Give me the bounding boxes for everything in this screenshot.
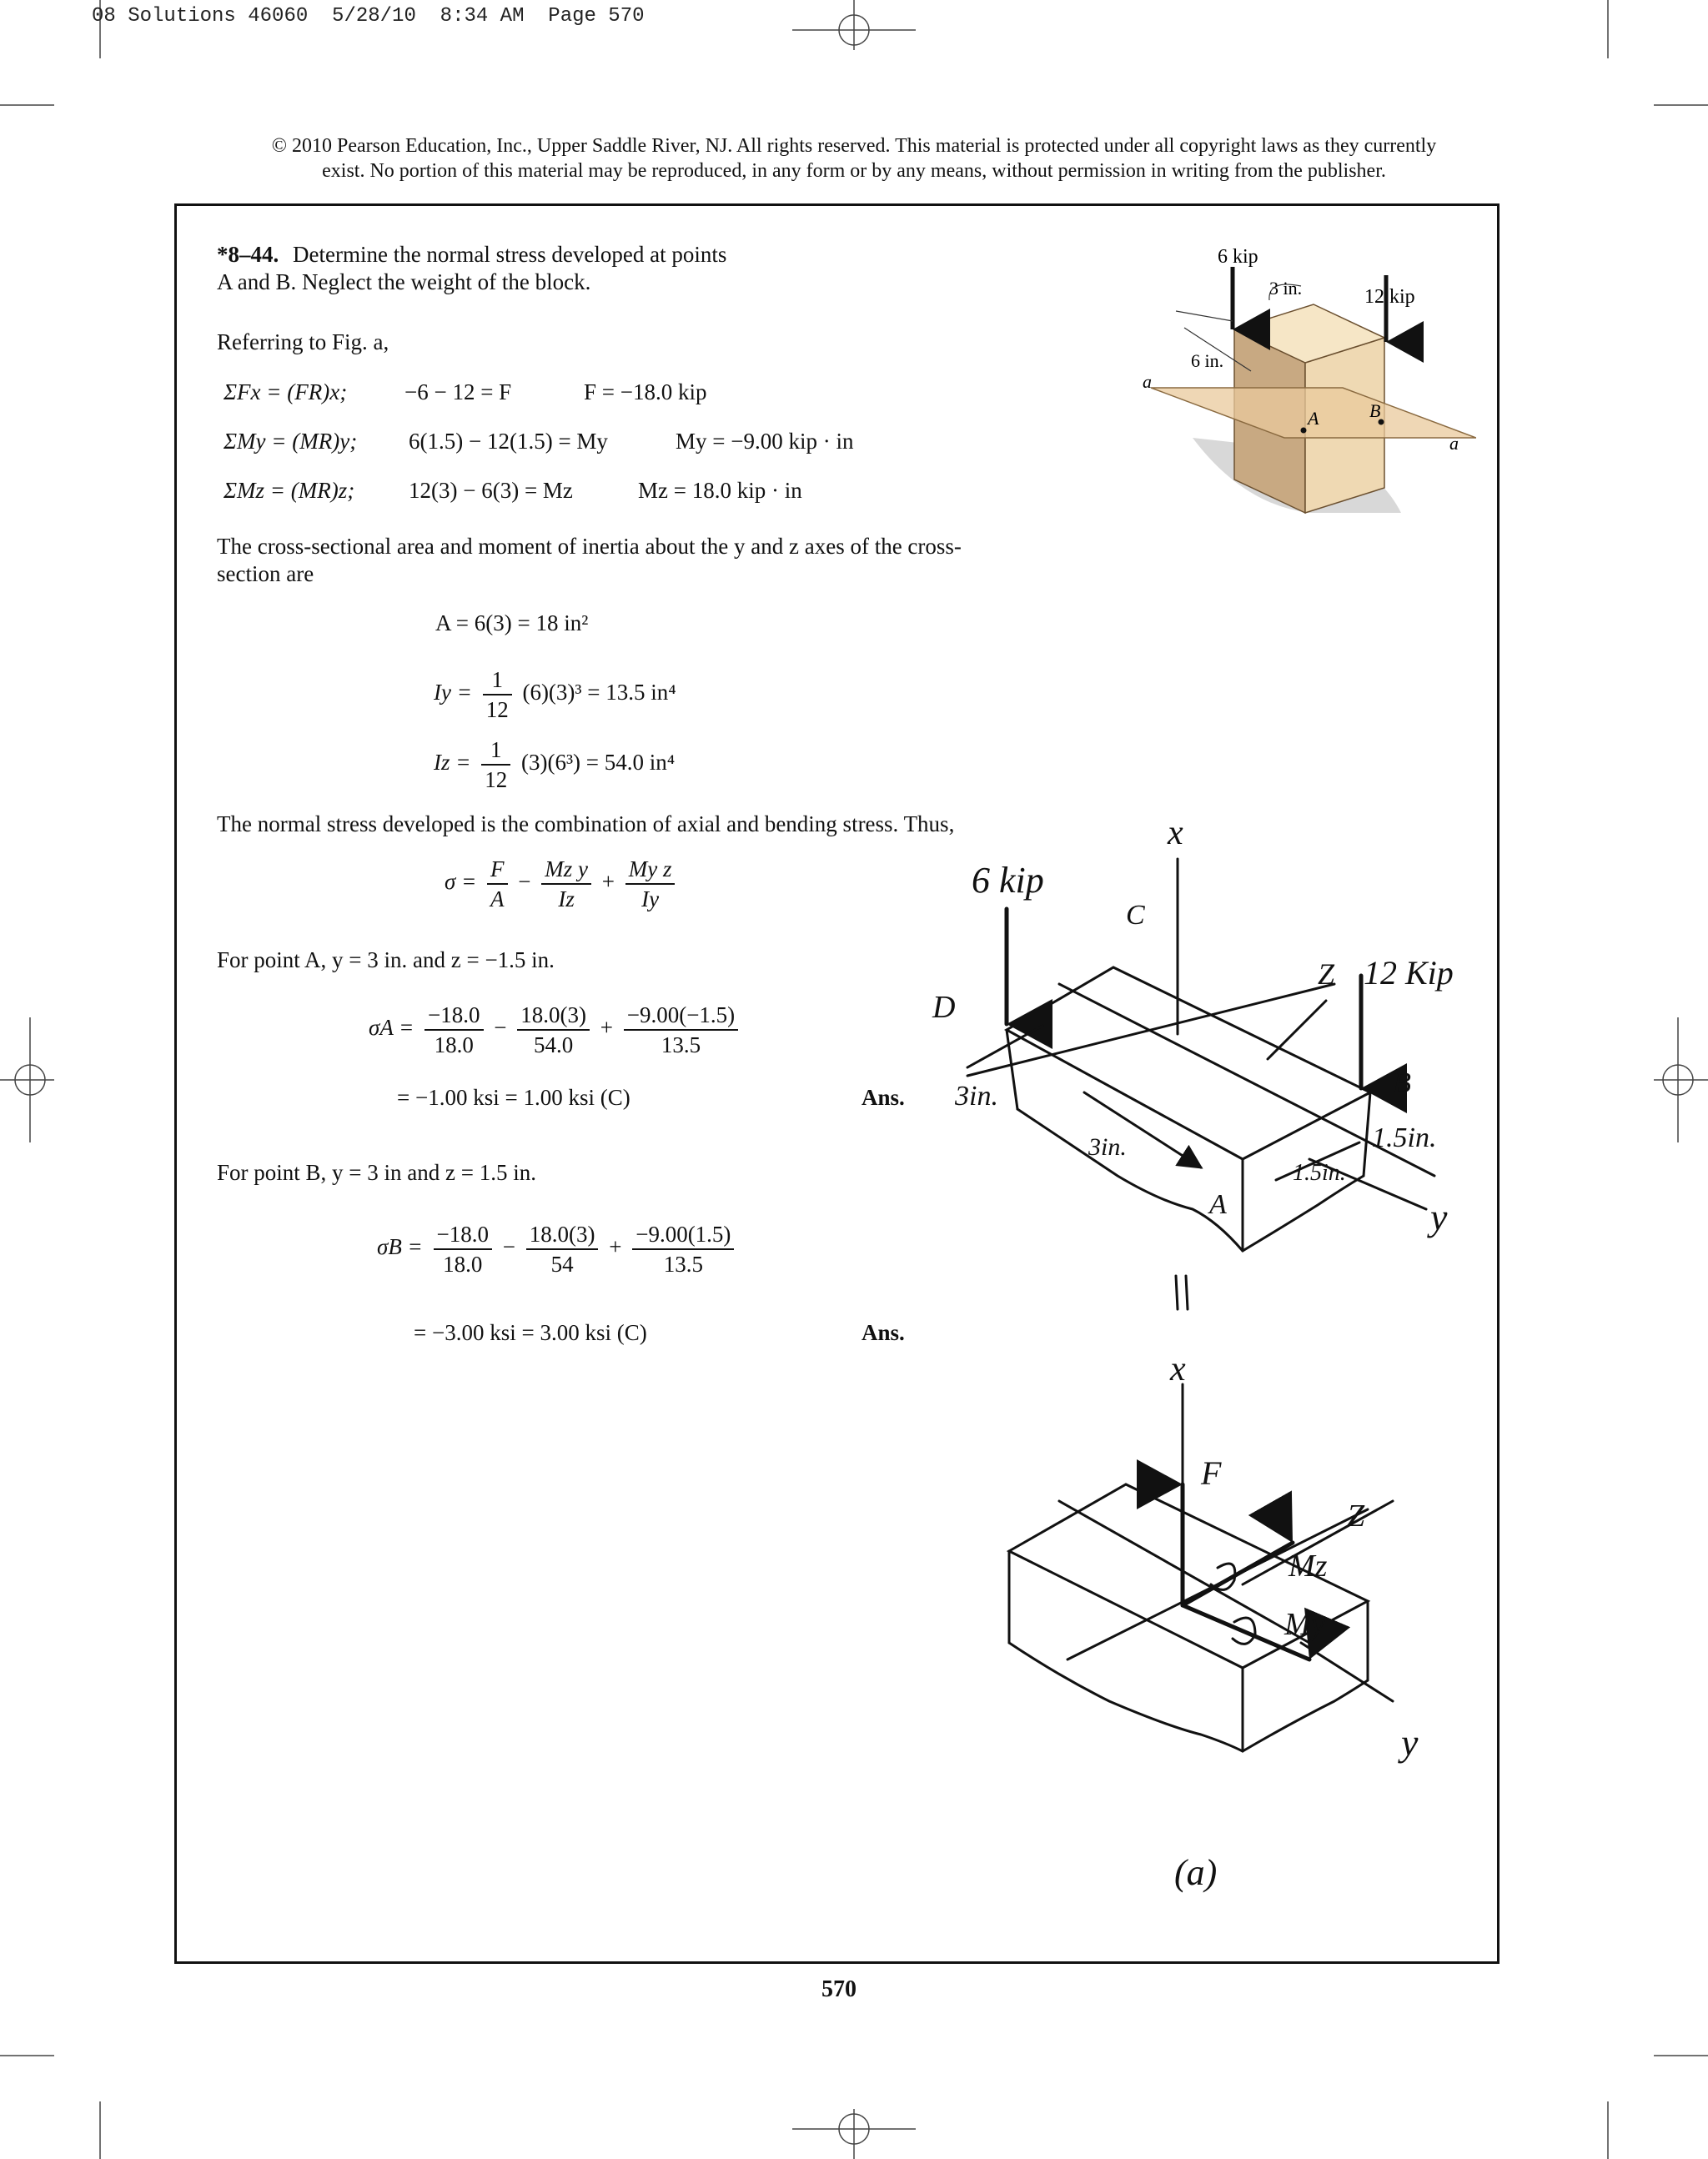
sigma-b-t2-den: 54 [550,1252,574,1277]
sigma-b-lhs: σB = [377,1234,423,1260]
sigma-f-fraction [487,855,508,913]
fig-a-label-d: D [932,990,956,1025]
sigma-m1-fraction [541,855,591,913]
fig-a-z-axis-top [1268,1001,1326,1059]
iy-lhs: Iy = [434,680,472,705]
sigma-a-t3-den: 13.5 [661,1032,701,1057]
eq-my-label: ΣMy = (MR)y; [224,429,358,454]
fig-a-lower-bottom-wavy-2 [1243,1680,1368,1751]
iz-fraction [481,736,510,794]
sigma-m1-den: Iz [558,886,575,911]
sigma-b-equation [377,1220,739,1278]
fig-load-right: 12 kip [1364,286,1415,308]
fig-a-dim-3in-left: 3in. [955,1081,998,1112]
fig-section-a-right: a [1449,433,1459,454]
sigma-b-term-3 [632,1220,734,1278]
point-a-dot [1301,428,1307,434]
fig-a-label-z: Z [1318,957,1335,991]
problem-statement-line-1 [217,242,726,268]
iy-fraction [483,665,512,724]
fig-a-dim-15in-right: 1.5in. [1372,1122,1437,1153]
eq-mz-result: Mz = 18.0 kip · in [638,478,802,503]
fig-point-a: A [1308,408,1319,429]
fig-a-label-a: A [1209,1189,1227,1220]
sigma-m2-den: Iy [641,886,660,911]
fig-dim-6in: 6 in. [1191,350,1224,371]
fig-dim-3in: 3 in. [1269,278,1303,299]
eq-fx-result: F = −18.0 kip [584,379,707,404]
sigma-f-den: A [490,886,505,911]
point-a-text: For point A, y = 3 in. and z = −1.5 in. [217,947,555,972]
fig-a-moment-mz-arrow [1183,1543,1293,1605]
sigma-a-t3-num: −9.00(−1.5) [624,1001,738,1031]
sigma-m2-fraction [625,855,676,913]
figure-a [917,809,1484,1918]
fig-a-label-b: B [1393,1066,1411,1099]
fig-a-axis-y-top: y [1430,1196,1448,1238]
fig-a-block-top [1007,967,1370,1159]
answer-label-b: Ans. [862,1320,905,1345]
fig-a-load-left: 6 kip [972,860,1044,901]
sigma-b-result: = −3.00 ksi = 3.00 ksi (C) [414,1320,647,1345]
sigma-a-lhs: σA = [369,1015,414,1041]
eq-fx-body: −6 − 12 = F [404,379,512,404]
sigma-b-t3-num: −9.00(1.5) [632,1220,734,1250]
copyright-line-1: © 2010 Pearson Education, Inc., Upper Saddle River, NJ. All rights reserved. This material is protected under all copyright laws as they currently [271,135,1437,157]
answer-label-a: Ans. [862,1085,905,1110]
problem-figure [1143,238,1476,530]
dim-6in-line [1176,311,1233,321]
problem-number: *8–44. [217,242,279,267]
eq-fx-label: ΣFx = (FR)x; [224,379,348,404]
sigma-b-t1-num: −18.0 [434,1220,492,1250]
sigma-a-t2-den: 54.0 [534,1032,574,1057]
eq-my-result: My = −9.00 kip · in [676,429,854,454]
fig-a-caption: (a) [1174,1852,1218,1893]
fig-a-dim-15in-mid: 1.5in. [1293,1160,1346,1186]
fig-a-block-bottom-wavy-2 [1243,1176,1364,1251]
sigma-b-minus: − [502,1234,515,1260]
sigma-a-t1-num: −18.0 [424,1001,483,1031]
sigma-a-equation [369,1001,743,1059]
problem-statement-2: A and B. Neglect the weight of the block. [217,269,591,294]
solution-intro: Referring to Fig. a, [217,329,389,354]
sigma-a-t1-den: 18.0 [434,1032,474,1057]
sigma-minus: − [518,869,531,895]
sigma-plus: + [601,869,615,895]
fig-a-load-right: 12 Kip [1364,954,1454,992]
sigma-a-plus: + [600,1015,613,1041]
iz-num: 1 [481,736,510,766]
iz-rhs: (3)(6³) = 54.0 in⁴ [520,750,676,776]
fig-a-block-bottom-wavy [1017,1109,1243,1251]
iy-rhs: (6)(3)³ = 13.5 in⁴ [522,680,676,705]
fig-a-dim-3in-mid: 3in. [1088,1133,1127,1161]
section-text-2: section are [217,561,314,586]
section-text-1: The cross-sectional area and moment of inertia about the y and z axes of the cross- [217,534,962,559]
sigma-b-t3-den: 13.5 [663,1252,703,1277]
iz-equation [434,736,675,794]
fig-a-axis-x-bottom: x [1170,1350,1186,1388]
fig-point-b: B [1369,400,1381,421]
fig-a-equals-left [1176,1276,1178,1309]
eq-mz-label: ΣMz = (MR)z; [224,478,355,503]
fig-load-left: 6 kip [1218,246,1258,268]
copyright-notice [133,133,1575,183]
fig-a-lower-bottom-wavy [1009,1643,1243,1751]
iy-equation [434,665,676,724]
fig-a-equals-right [1186,1276,1188,1309]
area-equation: A = 6(3) = 18 in² [435,610,589,635]
page-number: 570 [821,1976,857,2002]
sigma-a-term-3 [624,1001,738,1059]
sigma-a-term-2 [517,1001,590,1059]
sigma-a-term-1 [424,1001,483,1059]
print-slug: 08 Solutions 46060 5/28/10 8:34 AM Page 570 [92,5,645,28]
stress-text: The normal stress developed is the combination of axial and bending stress. Thus, [217,811,955,836]
sigma-b-term-1 [434,1220,492,1278]
fig-a-axis-x-top: x [1168,814,1183,852]
fig-a-axis-y-bottom: y [1401,1721,1419,1764]
sigma-a-result: = −1.00 ksi = 1.00 ksi (C) [397,1085,630,1110]
sigma-equation [445,855,680,913]
iy-den: 12 [485,697,509,722]
fig-a-label-my: My [1284,1607,1325,1642]
problem-statement-1: Determine the normal stress developed at points [293,242,727,267]
sigma-a-t2-num: 18.0(3) [517,1001,590,1031]
copyright-line-2: exist. No portion of this material may be reproduced, in any form or by any means, without permission in writing from the publisher. [322,160,1386,182]
sigma-m1-num: Mz y [541,855,591,885]
point-b-text: For point B, y = 3 in and z = 1.5 in. [217,1160,536,1185]
fig-a-label-f: F [1201,1454,1222,1492]
eq-mz-body: 12(3) − 6(3) = Mz [409,478,573,503]
fig-a-label-c: C [1126,900,1145,931]
sigma-b-term-2 [526,1220,599,1278]
eq-my-body: 6(1.5) − 12(1.5) = My [409,429,608,454]
iy-num: 1 [483,665,512,695]
sigma-b-t1-den: 18.0 [443,1252,483,1277]
fig-a-label-mz: Mz [1289,1549,1328,1584]
fig-a-axis-z-bottom: Z [1347,1499,1365,1534]
iz-lhs: Iz = [434,750,471,776]
sigma-b-plus: + [609,1234,622,1260]
sigma-f-num: F [487,855,508,885]
fig-a-dim-3in-left [967,1026,1042,1067]
fig-section-a-left: a [1143,371,1152,392]
fig-a-block-side-right [1364,1092,1370,1176]
sigma-b-t2-num: 18.0(3) [526,1220,599,1250]
sigma-m2-num: My z [625,855,676,885]
iz-den: 12 [485,767,508,792]
sigma-a-minus: − [494,1015,507,1041]
sigma-lhs: σ = [445,869,477,895]
